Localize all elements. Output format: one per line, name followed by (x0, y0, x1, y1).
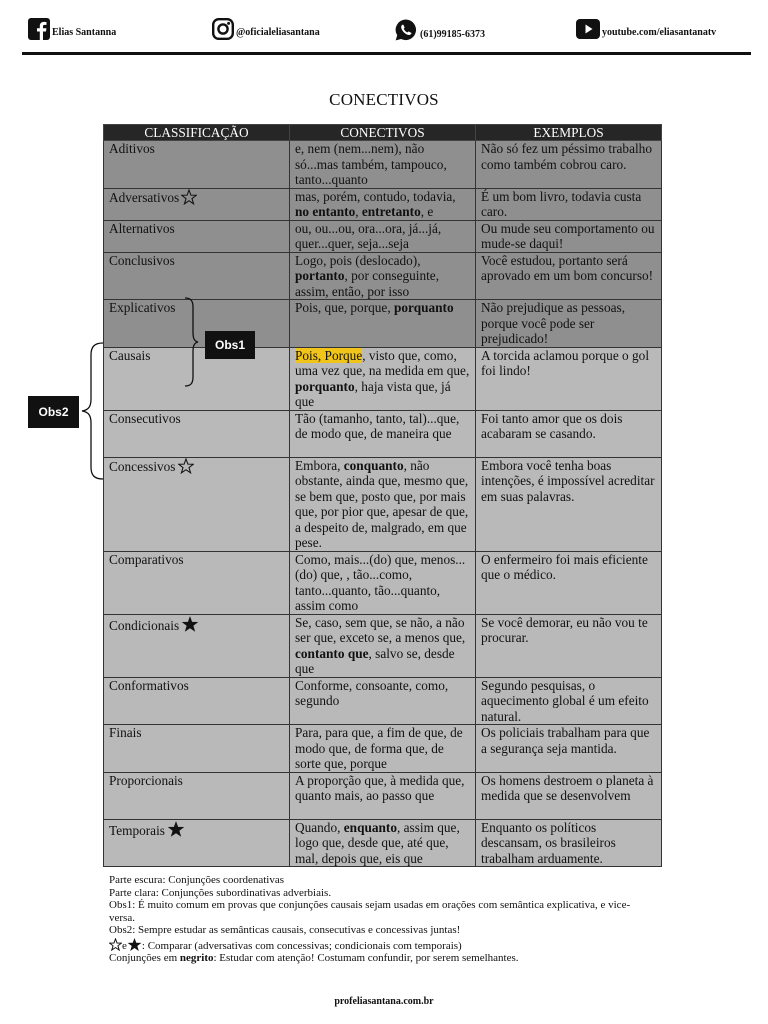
instagram-handle: @oficialeliasantana (236, 27, 320, 38)
youtube-url: youtube.com/eliasantanatv (602, 27, 717, 38)
instagram-icon (212, 18, 234, 40)
table-header-row (104, 125, 662, 141)
instagram-contact[interactable] (212, 18, 320, 40)
example-cell: O enfermeiro foi mais eficiente que o médico. (476, 551, 662, 614)
note-dark-part: Parte escura: Conjunções coordenativas (109, 874, 285, 886)
youtube-icon (576, 18, 600, 40)
table-row (104, 772, 662, 819)
table-row (104, 551, 662, 614)
obs2-bracket (80, 340, 106, 482)
facebook-icon (28, 18, 50, 40)
connectives-cell: Pois, Porque, visto que, como, uma vez que, na medida em que, porquanto, haja vista que, já que (290, 347, 476, 410)
column-header-classification: CLASSIFICAÇÃO (104, 125, 290, 141)
whatsapp-icon (394, 18, 418, 42)
example-cell: Você estudou, portanto será aprovado em um bom concurso! (476, 252, 662, 300)
table-row (104, 410, 662, 457)
whatsapp-contact[interactable] (394, 18, 485, 42)
connectives-cell: Embora, conquanto, não obstante, ainda que, mesmo que, se bem que, posto que, por mais que, por pior que, apesar de que, a despeito de, malgrado, em que pese. (290, 457, 476, 551)
classification-cell (104, 614, 290, 677)
bold-connective: enquanto (343, 819, 397, 835)
classification-cell (104, 551, 290, 614)
example-cell: Os homens destroem o planeta à medida que se desenvolvem (476, 772, 662, 819)
outline-star-icon (178, 458, 194, 474)
bold-connective: no entanto (295, 204, 356, 219)
classification-cell (104, 188, 290, 220)
connectives-cell: ou, ou...ou, ora...ora, já...já, quer...quer, seja...seja (290, 220, 476, 252)
obs1-label: Obs1 (205, 331, 255, 359)
header-divider (22, 52, 751, 55)
connectives-cell: mas, porém, contudo, todavia, no entanto, entretanto, e (290, 188, 476, 220)
youtube-contact[interactable] (576, 18, 716, 40)
highlighted-connective: Pois, Porque (295, 347, 363, 363)
example-cell: Embora você tenha boas intenções, é impossível acreditar em suas palavras. (476, 457, 662, 551)
example-cell: Segundo pesquisas, o aquecimento global é um efeito natural. (476, 677, 662, 725)
example-cell: Não prejudique as pessoas, porque você pode ser prejudicado! (476, 300, 662, 348)
note-bold: Conjunções em negrito: Estudar com atenção! Costumam confundir, por serem semelhantes. (109, 952, 519, 964)
example-cell: Foi tanto amor que os dois acabaram se casando. (476, 410, 662, 457)
classification-cell (104, 457, 290, 551)
footer-url[interactable]: profeliasantana.com.br (334, 996, 434, 1007)
connectives-cell: e, nem (nem...nem), não só...mas também, tampouco, tanto...quanto (290, 141, 476, 189)
bold-connective: porquanto (393, 300, 454, 315)
classification-label: Conclusivos (109, 252, 175, 268)
table-row (104, 220, 662, 252)
note-obs2: Obs2: Sempre estudar as semânticas causais, consecutivas e concessivas juntas! (109, 924, 461, 936)
filled-star-icon (127, 937, 142, 952)
classification-label: Consecutivos (109, 410, 181, 426)
connectives-cell: Se, caso, sem que, se não, a não ser que, exceto se, a menos que, contanto que, salvo se, desde que (290, 614, 476, 677)
table-row (104, 819, 662, 867)
notes-section (109, 874, 649, 965)
filled-star-icon (167, 820, 185, 838)
outline-star-icon (181, 189, 197, 205)
obs2-label: Obs2 (28, 396, 79, 428)
column-header-connectives: CONECTIVOS (290, 125, 476, 141)
classification-label: Condicionais (109, 617, 180, 633)
connectives-cell: Quando, enquanto, assim que, logo que, desde que, até que, mal, depois que, eis que (290, 819, 476, 867)
social-header (24, 14, 752, 54)
bold-connective: porquanto (295, 378, 355, 394)
table-row (104, 188, 662, 220)
classification-label: Conformativos (109, 677, 189, 693)
classification-cell (104, 141, 290, 189)
example-cell: Não só fez um péssimo trabalho como também cobrou caro. (476, 141, 662, 189)
classification-label: Causais (109, 347, 151, 363)
column-header-examples: EXEMPLOS (476, 125, 662, 141)
classification-label: Finais (109, 725, 142, 740)
table-row (104, 614, 662, 677)
facebook-contact[interactable] (28, 18, 116, 40)
bold-connective: contanto que (295, 645, 369, 661)
note-obs1: Obs1: É muito comum em provas que conjunções causais sejam usadas em orações com semântica explicativa, e vice-versa. (109, 899, 631, 924)
table-row (104, 252, 662, 300)
classification-label: Comparativos (109, 551, 184, 567)
note-stars: e : Comparar (adversativas com concessivas; condicionais com temporais) (109, 937, 649, 953)
classification-cell (104, 819, 290, 867)
connectives-cell: A proporção que, à medida que, quanto mais, ao passo que (290, 772, 476, 819)
connectives-cell: Conforme, consoante, como, segundo (290, 677, 476, 725)
example-cell: Enquanto os políticos descansam, os brasileiros trabalham arduamente. (476, 819, 662, 867)
facebook-handle: Elias Santanna (52, 27, 117, 38)
note-light-part: Parte clara: Conjunções subordinativas adverbiais. (109, 886, 332, 899)
classification-label: Aditivos (109, 141, 155, 156)
bold-connective: portanto (295, 268, 345, 283)
example-cell: Ou mude seu comportamento ou mude-se daqui! (476, 220, 662, 252)
whatsapp-number: (61)99185-6373 (420, 29, 485, 40)
bold-connective: entretanto (361, 204, 421, 219)
table-row (104, 677, 662, 725)
classification-cell (104, 220, 290, 252)
classification-cell (104, 410, 290, 457)
connectives-cell: Logo, pois (deslocado), portanto, por conseguinte, assim, então, por isso (290, 252, 476, 300)
example-cell: A torcida aclamou porque o gol foi lindo! (476, 347, 662, 410)
classification-label: Explicativos (109, 300, 176, 315)
example-cell: Se você demorar, eu não vou te procurar. (476, 614, 662, 677)
page-title: CONECTIVOS (329, 90, 439, 109)
connectives-cell: Pois, que, porque, porquanto (290, 300, 476, 348)
classification-cell (104, 252, 290, 300)
connectives-cell: Para, para que, a fim de que, de modo que, de forma que, de sorte que, porque (290, 725, 476, 773)
classification-label: Temporais (109, 822, 165, 838)
connectives-cell: Tão (tamanho, tanto, tal)...que, de modo que, de maneira que (290, 410, 476, 457)
obs1-bracket (180, 296, 200, 388)
classification-cell (104, 677, 290, 725)
example-cell: É um bom livro, todavia custa caro. (476, 188, 662, 220)
classification-label: Alternativos (109, 220, 175, 236)
connectives-cell: Como, mais...(do) que, menos...(do) que, , tão...como, tanto...quanto, tão...quanto, assim como (290, 551, 476, 614)
table-row (104, 457, 662, 551)
table-row (104, 141, 662, 189)
connectives-table (103, 124, 662, 867)
example-cell: Os policiais trabalham para que a segurança seja mantida. (476, 725, 662, 773)
bold-connective: conquanto (343, 457, 404, 473)
classification-label: Concessivos (109, 458, 176, 474)
classification-cell (104, 725, 290, 773)
table-row (104, 725, 662, 773)
classification-cell (104, 772, 290, 819)
filled-star-icon (181, 615, 199, 633)
outline-star-icon (109, 938, 122, 951)
classification-label: Adversativos (109, 189, 180, 205)
classification-label: Proporcionais (109, 772, 183, 788)
